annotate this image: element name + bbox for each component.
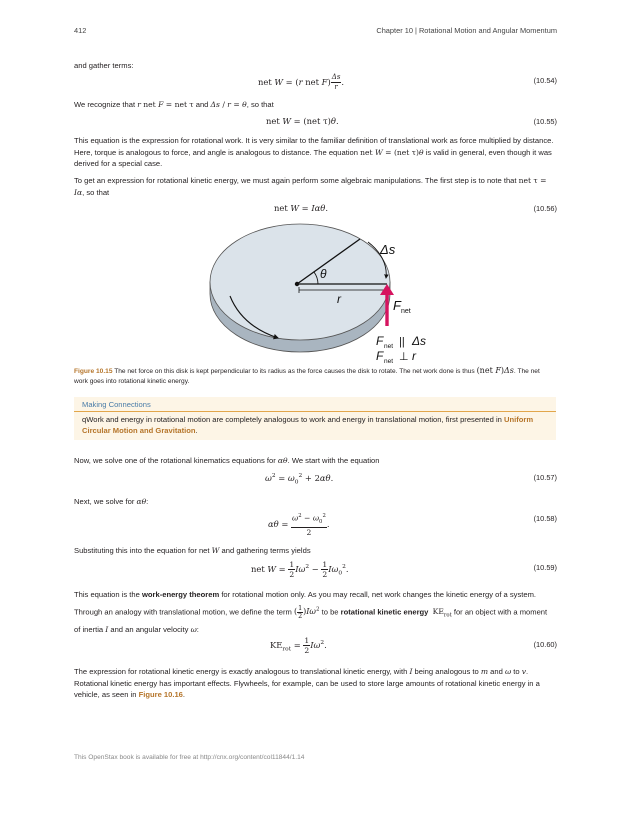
equation-10-57: $\omega^2 = \omega_0^2 + 2\alpha\theta$. [265, 473, 334, 486]
equation-number: (10.55) [533, 117, 557, 126]
paragraph: This equation is the work-energy theorem for rotational motion only. As you may recall, net work changes the kinetic energy of a system. Through an analogy with translational motion, we define the term ( $\frac{1}{2}$ )$I\omega^2$ to be rotational kinetic energy $KE_{rot}$ for an object with a moment of inertia I and an angular velocity ω: [74, 590, 548, 635]
perp-r: r [412, 349, 416, 363]
equation-number: (10.59) [533, 563, 557, 572]
figure-10-16-link[interactable]: Figure 10.16 [138, 690, 183, 700]
connections-body: qWork and energy in rotational motion are completely analogous to work and energy in translational motion, first presented in Uniform Circular Motion and Gravitation. [82, 415, 534, 435]
perp-f-subscript: net [384, 358, 394, 364]
making-connections-box [74, 397, 556, 440]
equation-10-59: net W = $\frac{1}{2}$ $I\omega^2$ − $\frac{1}{2}$ $I\omega_0^2$. [251, 560, 349, 579]
perp-f-label: F [376, 349, 384, 363]
equation-10-55: net W = (net τ)θ. [266, 116, 339, 126]
force-subscript: net [401, 308, 411, 315]
parallel-symbol: || [399, 336, 405, 348]
paragraph: We recognize that r net F = net τ and Δs / r = θ, so that [74, 100, 274, 109]
paragraph: Substituting this into the equation for net W and gathering terms yields [74, 546, 311, 555]
paragraph: The expression for rotational kinetic energy is exactly analogous to translational kinetic energy, with I being analogous to m and ω to v. Rotational kinetic energy has important effects. Flywheels, for example, can be used to store large amounts of rotational kinetic energy in a vehicle, as seen in Figure 10.16. [74, 667, 540, 700]
paragraph: Next, we solve for αθ: [74, 497, 149, 506]
paragraph: Now, we solve one of the rotational kinematics equations for αθ. We start with the equation [74, 456, 380, 465]
equation-10-54: net W = (r net F) $\frac{\Delta s}{r}$ . [258, 73, 345, 91]
parallel-f-subscript: net [384, 343, 394, 350]
equation-number: (10.58) [533, 514, 557, 523]
r-label: r [337, 292, 341, 306]
paragraph: This equation is the expression for rotational work. It is very similar to the familiar definition of translational work as force multiplied by distance. Here, torque is analogous to force, and angle is analogous to distance. The equation net W = (net τ)θ is valid in general, even though it was derived for a special case. [74, 136, 554, 169]
force-label: F [393, 298, 401, 313]
equation-number: (10.60) [533, 640, 557, 649]
equation-number: (10.56) [533, 204, 557, 213]
figure-caption: Figure 10.15 The net force on this disk is kept perpendicular to its radius as the force causes the disk to rotate. The net work done is thus (net F)Δs. The net work goes into rotational kinetic energy. [74, 366, 540, 385]
uniform-circular-motion-link[interactable]: Uniform Circular Motion and Gravitation [82, 415, 534, 435]
theta-label: θ [320, 267, 327, 281]
equation-number: (10.54) [533, 76, 557, 85]
paragraph: To get an expression for rotational kinetic energy, we must again perform some algebraic manipulations. The first step is to note that net τ = Iα, so that [74, 176, 547, 197]
connections-divider [74, 411, 556, 412]
equation-number: (10.57) [533, 473, 557, 482]
equation-10-56: net W = Iαθ. [274, 203, 329, 213]
parallel-delta-s: Δs [412, 334, 427, 348]
perp-symbol: ⊥ [399, 350, 409, 363]
equation-10-60: $KE_{rot}$ = $\frac{1}{2}$ $I\omega^2$. [270, 636, 327, 655]
paragraph: and gather terms: [74, 61, 134, 70]
delta-s-label: Δs [380, 242, 396, 257]
page-number: 412 [74, 26, 87, 35]
center-dot [295, 282, 299, 286]
rotating-disk-figure [200, 214, 440, 364]
connections-title: Making Connections [82, 400, 151, 409]
equation-10-58: αθ = $\frac{\omega^2 - \omega_0^2}{2}$ . [268, 513, 330, 538]
page-footer: This OpenStax book is available for free at http://cnx.org/content/col11844/1.14 [74, 754, 305, 761]
chapter-title: Chapter 10 | Rotational Motion and Angular Momentum [376, 26, 557, 35]
parallel-f-label: F [376, 334, 384, 348]
